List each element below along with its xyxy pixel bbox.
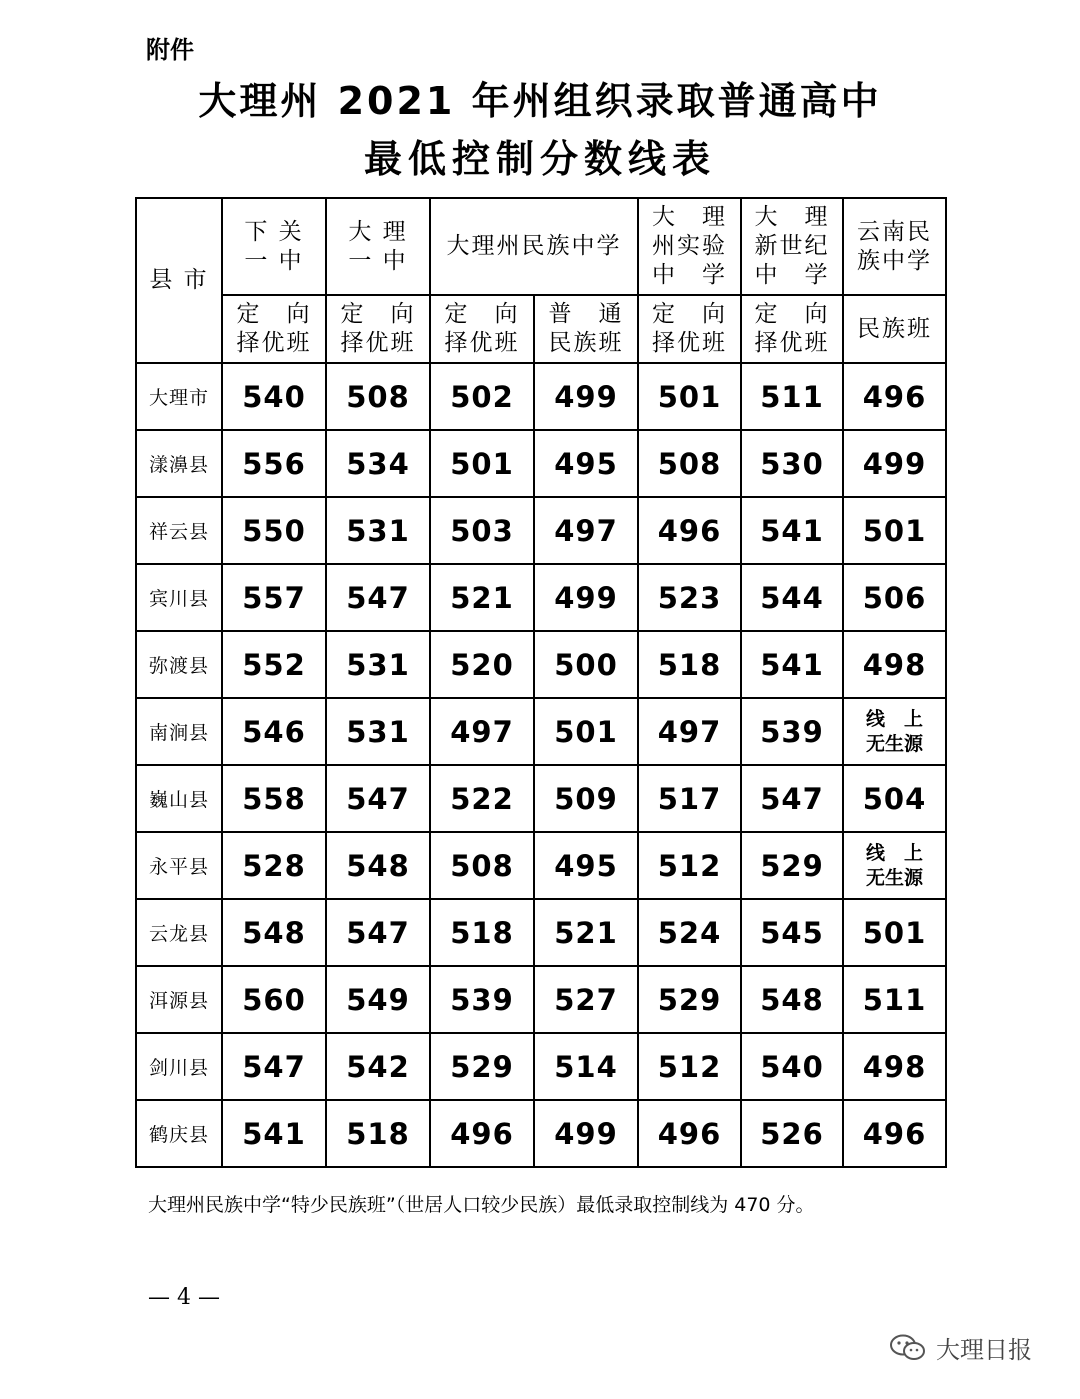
school-header: 大 理 一 中 bbox=[326, 198, 430, 295]
page-subtitle: 最低控制分数线表 bbox=[363, 137, 716, 181]
score-cell: 548 bbox=[741, 966, 843, 1033]
score-cell: 501 bbox=[638, 363, 741, 430]
score-cell: 512 bbox=[638, 832, 741, 899]
score-cell: 528 bbox=[222, 832, 326, 899]
score-cell: 502 bbox=[430, 363, 534, 430]
school-header: 大理州民族中学 bbox=[430, 198, 638, 295]
footnote: 大理州民族中学“特少民族班”（世居人口较少民族）最低录取控制线为 470 分。 bbox=[148, 1194, 815, 1216]
score-cell: 541 bbox=[222, 1100, 326, 1167]
score-cell: 558 bbox=[222, 765, 326, 832]
score-cell: 518 bbox=[326, 1100, 430, 1167]
score-cell: 514 bbox=[534, 1033, 638, 1100]
class-header: 民族班 bbox=[843, 295, 946, 363]
school-header: 大 理 州实验 中 学 bbox=[638, 198, 741, 295]
class-header: 定 向 择优班 bbox=[638, 295, 741, 363]
score-cell: 511 bbox=[741, 363, 843, 430]
score-cell: 508 bbox=[430, 832, 534, 899]
score-cell: 529 bbox=[430, 1033, 534, 1100]
score-cell: 541 bbox=[741, 631, 843, 698]
class-header: 定 向 择优班 bbox=[326, 295, 430, 363]
score-cell: 517 bbox=[638, 765, 741, 832]
score-cell: 547 bbox=[326, 899, 430, 966]
score-cell: 557 bbox=[222, 564, 326, 631]
school-header: 云南民 族中学 bbox=[843, 198, 946, 295]
score-cell: 546 bbox=[222, 698, 326, 765]
score-cell: 552 bbox=[222, 631, 326, 698]
table-row bbox=[136, 966, 946, 1033]
score-cell: 501 bbox=[534, 698, 638, 765]
score-cell: 504 bbox=[843, 765, 946, 832]
class-header: 定 向 择优班 bbox=[430, 295, 534, 363]
table-row bbox=[136, 698, 946, 765]
score-cell: 541 bbox=[741, 497, 843, 564]
class-header: 定 向 择优班 bbox=[222, 295, 326, 363]
wechat-icon bbox=[888, 1333, 928, 1363]
score-cell: 530 bbox=[741, 430, 843, 497]
class-header: 定 向 择优班 bbox=[741, 295, 843, 363]
table-row bbox=[136, 363, 946, 430]
score-cell: 495 bbox=[534, 832, 638, 899]
county-cell: 祥云县 bbox=[136, 497, 222, 564]
county-cell: 巍山县 bbox=[136, 765, 222, 832]
table-row bbox=[136, 1033, 946, 1100]
score-cell: 497 bbox=[430, 698, 534, 765]
watermark bbox=[888, 1330, 1032, 1365]
score-cell: 496 bbox=[843, 1100, 946, 1167]
score-cell: 548 bbox=[222, 899, 326, 966]
score-cell: 503 bbox=[430, 497, 534, 564]
table-row bbox=[136, 497, 946, 564]
score-cell: 526 bbox=[741, 1100, 843, 1167]
score-cell: 499 bbox=[534, 564, 638, 631]
table-row bbox=[136, 631, 946, 698]
score-cell: 496 bbox=[430, 1100, 534, 1167]
score-cell: 522 bbox=[430, 765, 534, 832]
score-cell: 509 bbox=[534, 765, 638, 832]
county-cell: 永平县 bbox=[136, 832, 222, 899]
school-header: 大 理 新世纪 中 学 bbox=[741, 198, 843, 295]
score-cell: 545 bbox=[741, 899, 843, 966]
score-cell: 521 bbox=[534, 899, 638, 966]
table-row bbox=[136, 564, 946, 631]
score-cell: 518 bbox=[430, 899, 534, 966]
score-cell: 501 bbox=[843, 899, 946, 966]
score-cell: 549 bbox=[326, 966, 430, 1033]
county-cell: 洱源县 bbox=[136, 966, 222, 1033]
score-cell: 524 bbox=[638, 899, 741, 966]
score-cell: 539 bbox=[741, 698, 843, 765]
score-cell: 539 bbox=[430, 966, 534, 1033]
county-cell: 大理市 bbox=[136, 363, 222, 430]
county-cell: 南涧县 bbox=[136, 698, 222, 765]
score-cell: 548 bbox=[326, 832, 430, 899]
score-cell: 498 bbox=[843, 631, 946, 698]
page-number: — 4 — bbox=[148, 1285, 220, 1310]
score-cell: 501 bbox=[843, 497, 946, 564]
score-cell: 540 bbox=[222, 363, 326, 430]
table-row bbox=[136, 832, 946, 899]
county-cell: 云龙县 bbox=[136, 899, 222, 966]
score-cell: 线 上 无生源 bbox=[843, 832, 946, 899]
score-cell: 520 bbox=[430, 631, 534, 698]
score-cell: 556 bbox=[222, 430, 326, 497]
score-cell: 498 bbox=[843, 1033, 946, 1100]
score-cell: 499 bbox=[534, 363, 638, 430]
county-cell: 宾川县 bbox=[136, 564, 222, 631]
score-cell: 547 bbox=[326, 564, 430, 631]
county-cell: 鹤庆县 bbox=[136, 1100, 222, 1167]
score-cell: 547 bbox=[326, 765, 430, 832]
score-cell: 495 bbox=[534, 430, 638, 497]
score-cell: 496 bbox=[843, 363, 946, 430]
score-cell: 529 bbox=[741, 832, 843, 899]
score-cell: 560 bbox=[222, 966, 326, 1033]
score-cell: 512 bbox=[638, 1033, 741, 1100]
score-cell: 542 bbox=[326, 1033, 430, 1100]
watermark-text: 大理日报 bbox=[936, 1336, 1032, 1364]
table-row bbox=[136, 765, 946, 832]
score-cell: 508 bbox=[326, 363, 430, 430]
score-cell: 521 bbox=[430, 564, 534, 631]
table-row bbox=[136, 430, 946, 497]
score-cell: 547 bbox=[741, 765, 843, 832]
score-table bbox=[135, 197, 947, 1168]
score-cell: 497 bbox=[534, 497, 638, 564]
score-cell: 501 bbox=[430, 430, 534, 497]
score-cell: 529 bbox=[638, 966, 741, 1033]
score-cell: 496 bbox=[638, 1100, 741, 1167]
score-cell: 540 bbox=[741, 1033, 843, 1100]
score-cell: 499 bbox=[843, 430, 946, 497]
table-row bbox=[136, 899, 946, 966]
county-cell: 弥渡县 bbox=[136, 631, 222, 698]
score-cell: 527 bbox=[534, 966, 638, 1033]
score-cell: 550 bbox=[222, 497, 326, 564]
score-cell: 496 bbox=[638, 497, 741, 564]
score-cell: 511 bbox=[843, 966, 946, 1033]
page-title: 大理州 2021 年州组织录取普通高中 bbox=[198, 79, 882, 123]
score-cell: 497 bbox=[638, 698, 741, 765]
score-cell: 547 bbox=[222, 1033, 326, 1100]
score-cell: 500 bbox=[534, 631, 638, 698]
score-cell: 531 bbox=[326, 497, 430, 564]
class-header: 普 通 民族班 bbox=[534, 295, 638, 363]
school-header: 下 关 一 中 bbox=[222, 198, 326, 295]
table-row bbox=[136, 1100, 946, 1167]
county-cell: 剑川县 bbox=[136, 1033, 222, 1100]
score-cell: 499 bbox=[534, 1100, 638, 1167]
score-cell: 518 bbox=[638, 631, 741, 698]
score-cell: 544 bbox=[741, 564, 843, 631]
score-cell: 线 上 无生源 bbox=[843, 698, 946, 765]
attachment-label: 附件 bbox=[146, 36, 194, 64]
score-cell: 531 bbox=[326, 631, 430, 698]
score-cell: 506 bbox=[843, 564, 946, 631]
county-header: 县 市 bbox=[136, 198, 222, 363]
score-cell: 508 bbox=[638, 430, 741, 497]
score-cell: 523 bbox=[638, 564, 741, 631]
score-cell: 531 bbox=[326, 698, 430, 765]
county-cell: 漾濞县 bbox=[136, 430, 222, 497]
score-cell: 534 bbox=[326, 430, 430, 497]
